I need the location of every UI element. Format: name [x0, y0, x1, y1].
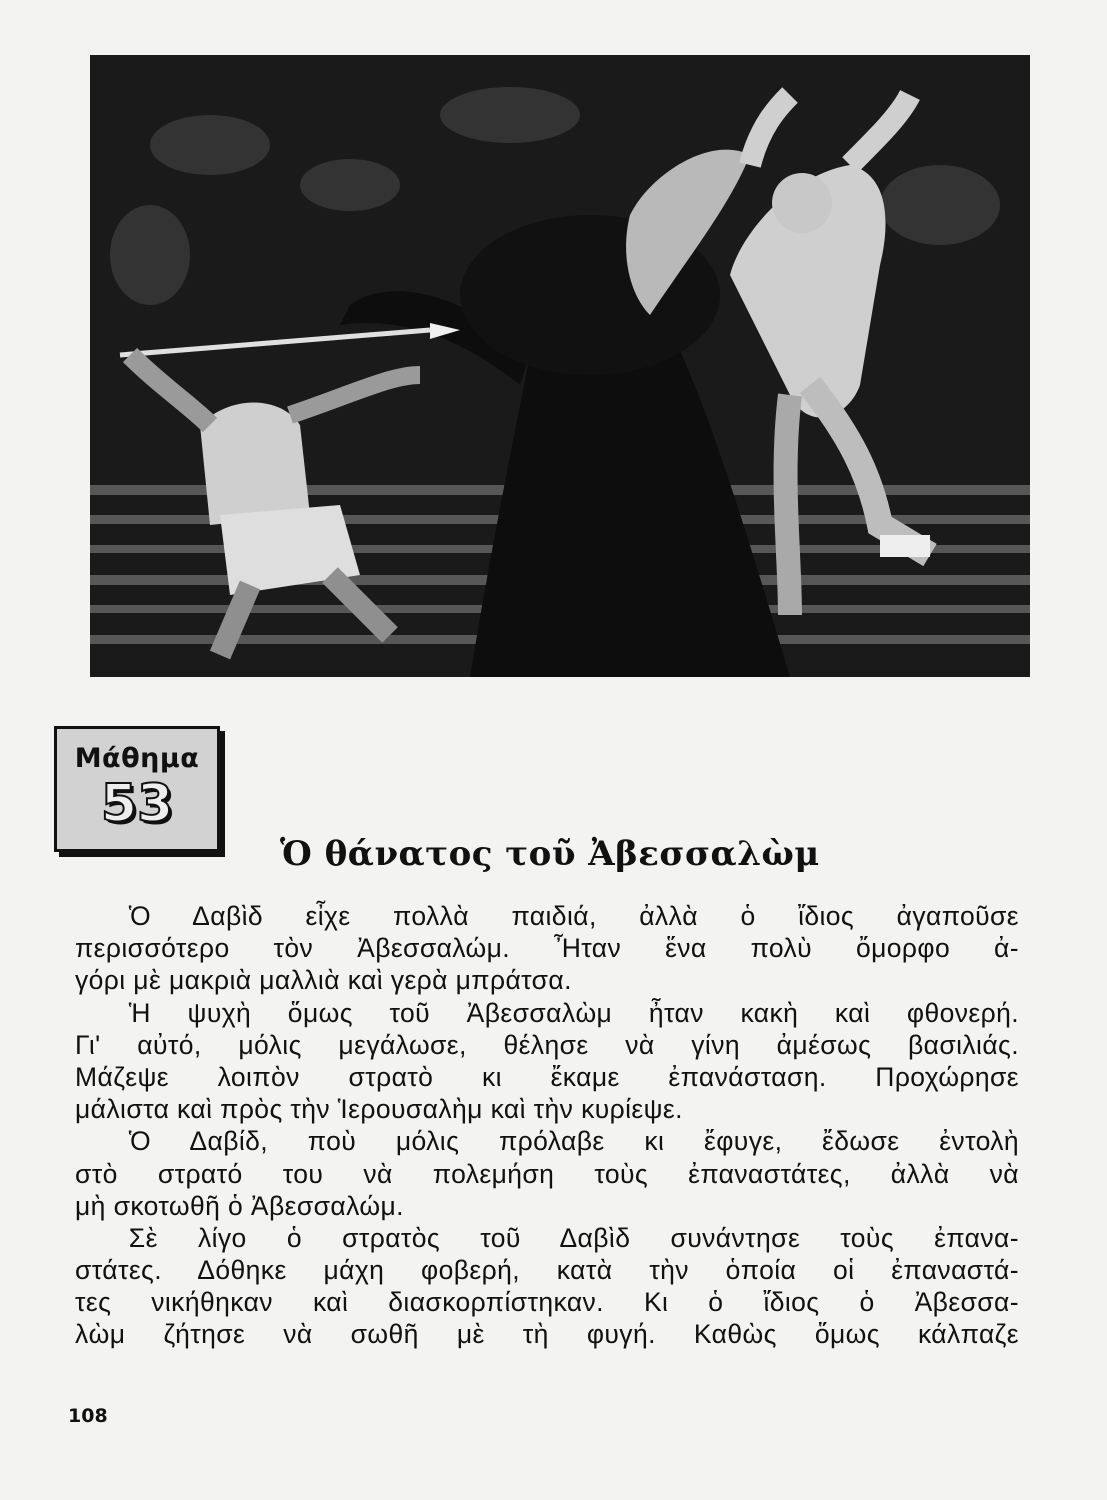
- body-line: Σὲ λίγο ὁ στρατὸς τοῦ Δαβὶδ συνάντησε τοὺς ἐπανα-: [75, 1222, 1019, 1253]
- illustration-drawing: [90, 55, 1030, 677]
- body-line: Ἡ ψυχὴ ὅμως τοῦ Ἀβεσσαλὼμ ἦταν κακὴ καὶ φθονερή.: [75, 997, 1019, 1028]
- lesson-badge: [54, 726, 220, 852]
- lesson-label: Μάθημα: [74, 743, 200, 774]
- body-line: μάλιστα καὶ πρὸς τὴν Ἱερουσαλὴμ καὶ τὴν κυρίεψε.: [75, 1094, 683, 1125]
- body-line: στάτες. Δόθηκε μάχη φοβερή, κατὰ τὴν ὁποία οἱ ἐπαναστά-: [75, 1255, 1019, 1286]
- body-line: Γι' αὐτό, μόλις μεγάλωσε, θέλησε νὰ γίνη ἀμέσως βασιλιάς.: [75, 1029, 1019, 1060]
- body-line: Ὁ Δαβίδ, ποὺ μόλις πρόλαβε κι ἔφυγε, ἔδωσε ἐντολὴ: [75, 1126, 1019, 1157]
- body-line: περισσότερο τὸν Ἀβεσσαλώμ. Ἦταν ἕνα πολὺ ὄμορφο ἀ-: [75, 933, 1019, 964]
- page-number: 108: [68, 1405, 108, 1427]
- body-line: Ὁ Δαβὶδ εἶχε πολλὰ παιδιά, ἀλλὰ ὁ ἴδιος ἀγαποῦσε: [75, 901, 1019, 931]
- body-line: μὴ σκοτωθῆ ὁ Ἀβεσσαλώμ.: [75, 1190, 404, 1221]
- body-line: λὼμ ζήτησε νὰ σωθῆ μὲ τὴ φυγή. Καθὼς ὅμως κάλπαζε: [75, 1319, 1019, 1350]
- body-line: τες νικήθηκαν καὶ διασκορπίστηκαν. Κι ὁ ἴδιος ὁ Ἀβεσσα-: [75, 1287, 1019, 1318]
- body-line: στὸ στρατό του νὰ πολεμήση τοὺς ἐπαναστάτες, ἀλλὰ νὰ: [75, 1158, 1019, 1189]
- illustration-absalom-death: [90, 55, 1030, 677]
- body-line: γόρι μὲ μακριὰ μαλλιὰ καὶ γερὰ μπράτσα.: [75, 965, 572, 996]
- lesson-body: [75, 900, 1019, 1351]
- lesson-number: 53: [100, 774, 174, 834]
- body-line: Μάζεψε λοιπὸν στρατὸ κι ἔκαμε ἐπανάσταση. Προχώρησε: [75, 1061, 1019, 1092]
- lesson-title: Ὁ θάνατος τοῦ Ἀβεσσαλὼμ: [280, 834, 820, 874]
